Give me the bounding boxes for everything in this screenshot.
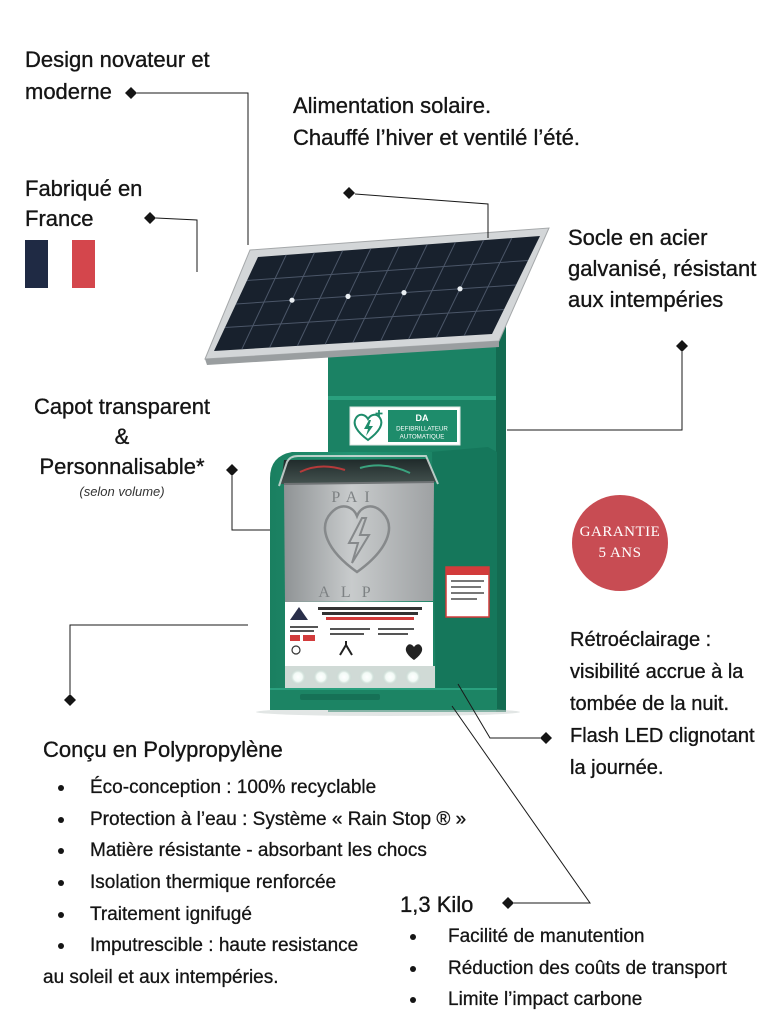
label-text-bar: [330, 628, 370, 630]
callout-backlight-line-2: visibilité accrue à la: [570, 661, 744, 683]
cabinet-base-edge: [270, 688, 497, 690]
bullet-dot: [58, 880, 64, 886]
callout-solar: [293, 90, 580, 154]
callout-design-line-1: Design novateur et: [25, 47, 210, 72]
led-light: [359, 669, 375, 685]
cover-bottom-text: ALP: [318, 584, 382, 601]
mast-side-shade: [496, 285, 506, 712]
label-text-bar: [322, 612, 418, 615]
label-text-bar-red: [326, 617, 414, 620]
bullet-dot: [58, 912, 64, 918]
material-title-text: Conçu en Polypropylène: [43, 737, 283, 762]
callout-backlight-line-5: la journée.: [570, 757, 664, 779]
led-light: [290, 669, 306, 685]
bullet-dot: [58, 817, 64, 823]
list-item-continuation-text: au soleil et aux intempéries.: [43, 967, 279, 989]
list-item: [0, 921, 777, 953]
bullet-dot: [410, 966, 416, 972]
label-text-bar: [290, 630, 314, 632]
list-item: [0, 953, 777, 985]
cabinet: [256, 447, 520, 716]
list-item-text: Réduction des coûts de transport: [448, 957, 727, 979]
callout-made-in: [25, 174, 142, 234]
list-item: [0, 772, 520, 804]
bullet-dot: [58, 785, 64, 791]
sign-line-2: DEFIBRILLATEUR: [396, 425, 448, 433]
cabinet-base-emboss: [300, 694, 380, 700]
weight-title-text: 1,3 Kilo: [400, 892, 474, 917]
bullet-dot: [410, 997, 416, 1003]
side-sticker: [446, 567, 489, 617]
label-text-bar: [290, 626, 318, 628]
diamond-marker: [540, 732, 552, 744]
leader-line-hood: [232, 476, 270, 530]
callout-base-line-2: galvanisé, résistant: [568, 256, 757, 281]
callout-solar-line-1: Alimentation solaire.: [293, 93, 492, 118]
list-item-text: Traitement ignifugé: [90, 903, 252, 925]
callout-backlight-line-3: tombée de la nuit.: [570, 693, 729, 715]
solar-cell-highlight: [289, 298, 294, 303]
callout-hood-line-1: Capot transparent: [33, 394, 211, 419]
callout-base: [568, 222, 756, 315]
side-sticker-text-bar: [451, 592, 484, 594]
callout-made-in-line-1: Fabriqué en: [25, 176, 143, 201]
list-item: [0, 804, 520, 836]
callout-base-line-1: Socle en acier: [568, 225, 708, 250]
list-item-text: Limite l’impact carbone: [448, 989, 643, 1010]
warranty-badge-circle: [572, 495, 668, 591]
label-badge-red: [290, 635, 300, 641]
flag-blue-stripe: [25, 240, 48, 288]
bullet-dot: [58, 848, 64, 854]
solar-cell-highlight: [345, 294, 350, 299]
led-light: [313, 669, 329, 685]
list-item-text: Protection à l’eau : Système « Rain Stop ® »: [90, 808, 467, 830]
diamond-marker: [64, 694, 76, 706]
list-item-text: Facilité de manutention: [448, 926, 645, 947]
diamond-marker: [676, 340, 688, 352]
label-badge-red: [303, 635, 315, 641]
callout-backlight-line-1: Rétroéclairage :: [570, 629, 712, 651]
list-item: [0, 835, 520, 867]
leader-line-base: [507, 352, 682, 430]
flag-white-stripe: [48, 240, 71, 288]
label-text-bar: [378, 628, 414, 630]
side-sticker-text-bar: [451, 598, 477, 600]
label-text-bar: [378, 633, 408, 635]
list-item-text: Imputrescible : haute resistance: [90, 935, 359, 957]
leader-line-made-in: [156, 218, 197, 272]
mast-top-highlight: [328, 396, 496, 400]
callout-design: [25, 44, 210, 108]
side-sticker-text-bar: [451, 580, 484, 582]
callout-base-line-3: aux intempéries: [568, 287, 724, 312]
diamond-marker: [343, 187, 355, 199]
leader-line-material: [70, 625, 248, 694]
sign-line-3: AUTOMATIQUE: [399, 433, 445, 441]
callout-backlight-line-4: Flash LED clignotant: [570, 725, 755, 747]
warranty-badge: [572, 495, 668, 591]
weight-title: [400, 889, 473, 921]
diamond-marker: [144, 212, 156, 224]
warranty-badge-line-2: 5 ANS: [598, 545, 642, 561]
led-light: [405, 669, 421, 685]
list-item-text: Matière résistante - absorbant les chocs: [90, 840, 427, 862]
callout-solar-line-2: Chauffé l’hiver et ventilé l’été.: [293, 125, 580, 150]
transparent-hood: [281, 459, 436, 484]
list-item-text: Isolation thermique renforcée: [90, 872, 337, 894]
list-item-text: Éco-conception : 100% recyclable: [90, 777, 377, 798]
callout-hood-line-2: &: [114, 424, 130, 449]
led-light: [336, 669, 352, 685]
solar-cell-highlight: [457, 286, 462, 291]
sign-line-1: DA: [415, 413, 429, 423]
solar-panel: [205, 228, 549, 365]
diamond-marker: [226, 464, 238, 476]
defibrillator-sign: [350, 407, 460, 445]
warranty-badge-line-1: GARANTIE: [579, 524, 661, 540]
leader-line-design: [137, 93, 248, 245]
callout-hood-line-3: Personnalisable*: [39, 454, 205, 479]
weight-bullet-list: [0, 921, 777, 1016]
cover-top-text: PAI: [331, 489, 377, 506]
callout-backlight: [570, 624, 755, 784]
side-sticker-text-bar: [451, 586, 481, 588]
callout-hood-note: (selon volume): [79, 484, 165, 499]
callout-made-in-line-2: France: [25, 206, 94, 231]
flag-red-stripe: [72, 240, 95, 288]
list-item: [0, 984, 777, 1016]
callout-design-line-2: moderne: [25, 79, 112, 104]
label-text-bar: [318, 607, 422, 610]
material-title: [43, 734, 283, 766]
side-sticker-header: [446, 567, 489, 575]
led-light: [382, 669, 398, 685]
bullet-dot: [410, 934, 416, 940]
solar-cell-highlight: [401, 290, 406, 295]
label-text-bar: [330, 633, 364, 635]
info-label: [285, 602, 433, 666]
led-strip: [285, 666, 435, 688]
callout-hood: [17, 392, 227, 502]
leader-line-solar: [355, 194, 488, 238]
